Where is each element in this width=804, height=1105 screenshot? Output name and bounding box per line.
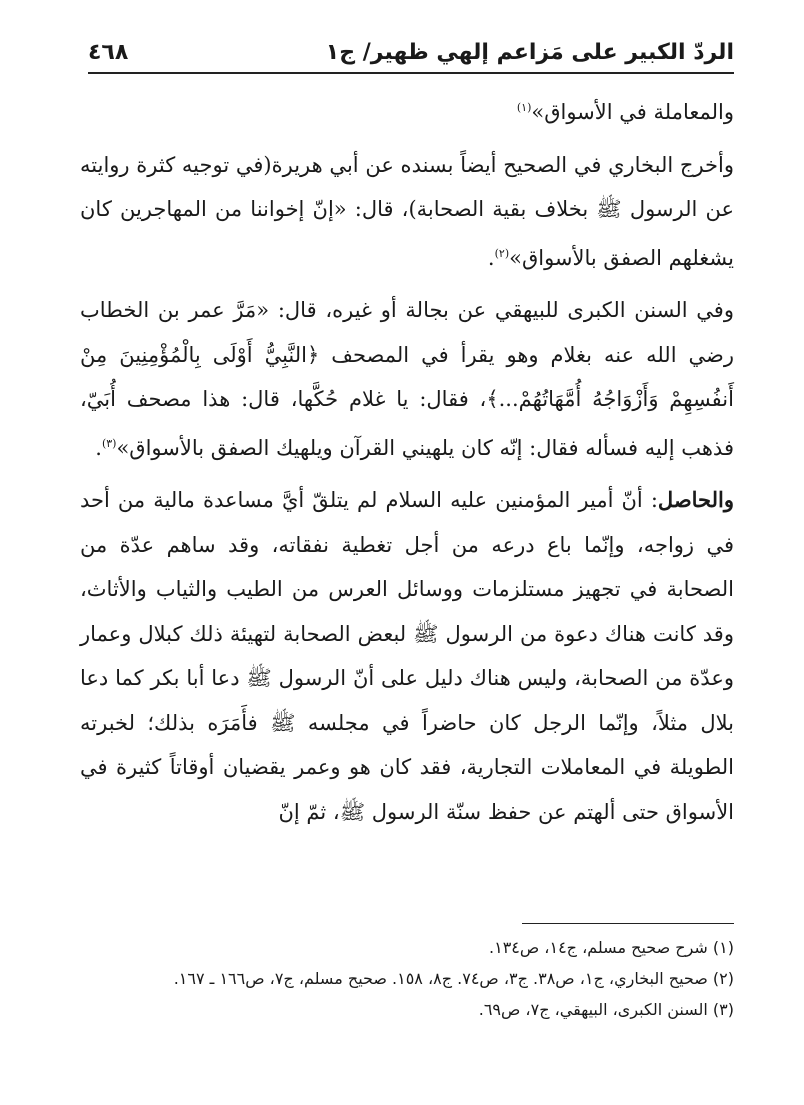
page-number: ٤٦٨ xyxy=(88,39,129,65)
paragraph-text: وأخرج البخاري في الصحيح أيضاً بسنده عن أبي هريرة(في توجيه كثرة روايته عن الرسول ﷺ بخلاف بقية الصحابة)، قال: «إنّ إخواننا من المهاجرين كان يشغلهم الصفق بالأسواق» xyxy=(80,152,734,270)
footnote-1: (١) شرح صحيح مسلم، ج١٤، ص١٣٤. xyxy=(489,938,734,957)
paragraph-2 xyxy=(80,143,734,281)
running-header xyxy=(88,32,734,74)
paragraph-text: : أنّ أمير المؤمنين عليه السلام لم يتلقّ أيَّ مساعدة مالية من أحد في زواجه، وإنّما باع درعه من أجل تغطية نفقاته، وقد ساهم عدّة من الصحابة في تجهيز مستلزمات ووسائل العرس من الطيب والثياب والأثاث، وقد كانت هناك دعوة من الرسول ﷺ لبعض الصحابة لتهيئة ذلك كبلال وعمار وعدّة من الصحابة، وليس هناك دليل على أنّ الرسول ﷺ دعا أبا بكر كما دعا بلال مثلاً، وإنّما الرجل كان حاضراً في مجلسه ﷺ فأَمَرَه بذلك؛ لخبرته الطويلة في المعاملات التجارية، فقد كان هو وعمر يقضيان أوقاتاً كثيرة في الأسواق حتى ألهتم عن حفظ سنّة الرسول ﷺ، ثمّ إنّ xyxy=(80,488,734,824)
footnotes xyxy=(80,932,734,1025)
footnote-separator xyxy=(522,923,734,924)
running-title: الردّ الكبير على مَزاعم إلهي ظهير/ ج١ xyxy=(325,39,734,65)
paragraph-tail: . xyxy=(487,245,495,270)
footnote-ref: (٣) xyxy=(101,436,117,450)
footnote-ref: (٢) xyxy=(494,246,510,260)
paragraph-3 xyxy=(80,288,734,470)
main-text xyxy=(80,86,734,834)
footnote-ref: (١) xyxy=(516,101,532,114)
paragraph-lead: والحاصل xyxy=(657,487,734,512)
paragraph-1 xyxy=(80,86,734,135)
paragraph-4 xyxy=(80,478,734,834)
paragraph-text: وفي السنن الكبرى للبيهقي عن بجالة أو غيره، قال: «مَرَّ عمر بن الخطاب رضي الله عنه بغلام وهو يقرأ في المصحف ﴿النَّبِيُّ أَوْلَى بِالْمُؤْمِنِينَ مِنْ أَنفُسِهِمْ وَأَزْوَاجُهُ أُمَّهَاتُهُمْ...﴾، فقال: يا غلام حُكَّها، قال: هذا مصحف أُبَيّ، فذهب إليه فسأله فقال: إنّه كان يلهيني القرآن ويلهيك الصفق بالأسواق» xyxy=(80,298,734,460)
paragraph-tail: . xyxy=(95,435,102,460)
footnote-2: (٢) صحيح البخاري، ج١، ص٣٨. ج٣، ص٧٤. ج٨، ١٥٨. صحيح مسلم، ج٧، ص١٦٦ ـ ١٦٧. xyxy=(173,969,734,988)
paragraph-text: والمعاملة في الأسواق» xyxy=(531,100,734,124)
footnote-3: (٣) السنن الكبرى، البيهقي، ج٧، ص٦٩. xyxy=(478,1000,734,1019)
